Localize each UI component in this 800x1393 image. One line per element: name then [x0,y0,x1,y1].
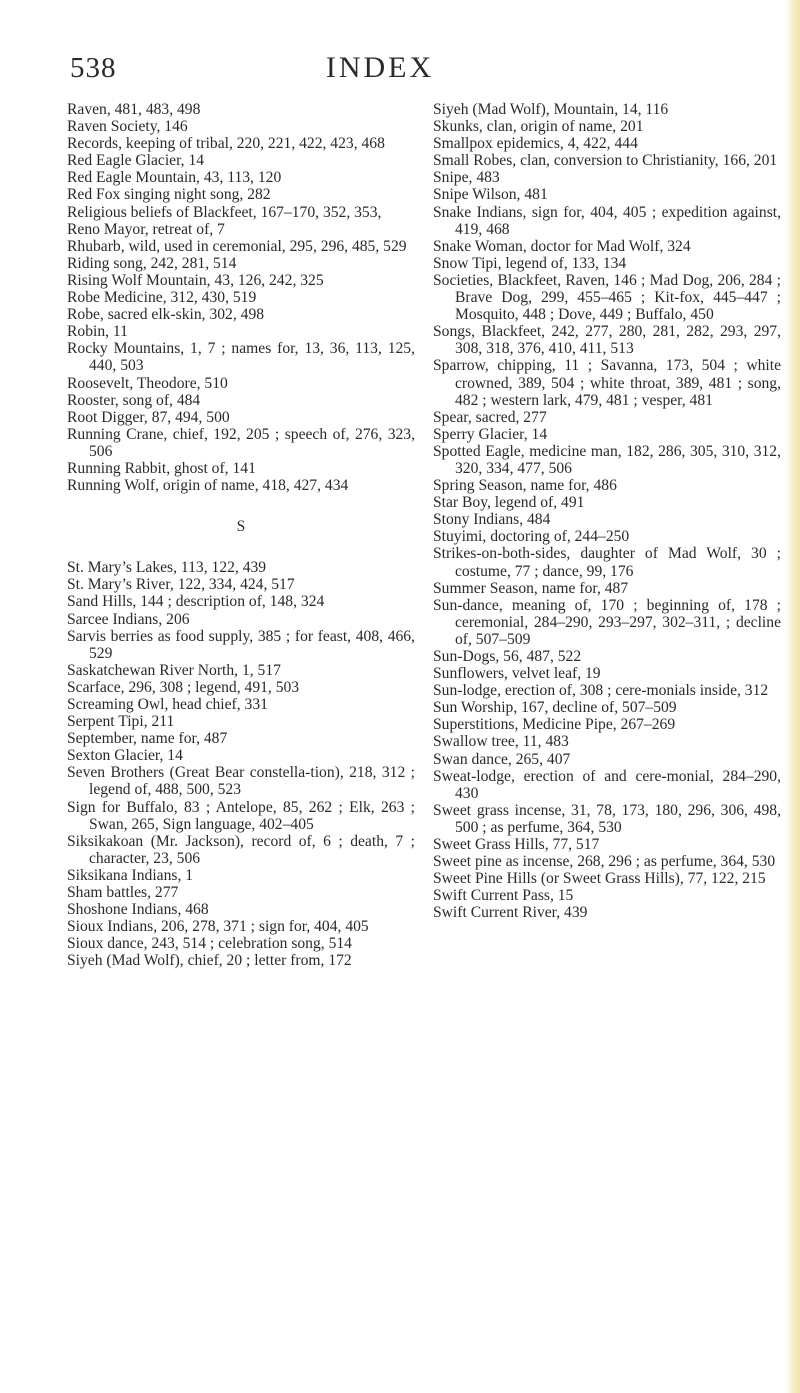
index-entry: Root Digger, 87, 494, 500 [67,408,230,426]
index-entry: Spotted Eagle, medicine man, 182, 286, 305, 310, 312, 320, 334, 477, 506 [433,442,781,477]
entries-r [67,101,415,494]
index-entry: Robe, sacred elk-skin, 302, 498 [67,306,265,324]
index-entry: Swift Current Pass, 15 [433,887,574,905]
index-column-left [67,101,415,970]
index-entry: Snipe, 483 [433,169,500,187]
index-entry: Smallpox epidemics, 4, 422, 444 [433,135,638,153]
index-entry: Robe Medicine, 312, 430, 519 [67,289,257,307]
index-entry: Summer Season, name for, 487 [433,579,629,597]
index-entry: Shoshone Indians, 468 [67,901,209,919]
index-entry: Screaming Owl, head chief, 331 [67,696,268,713]
page-edge-shading [786,0,800,1393]
index-entry: Rising Wolf Mountain, 43, 126, 242, 325 [67,271,324,289]
index-entry: Red Eagle Mountain, 43, 113, 120 [67,169,282,187]
index-entry: Sun-Dogs, 56, 487, 522 [433,648,582,665]
index-entry: Siksikakoan (Mr. Jackson), record of, 6 ; death, 7 ; character, 23, 506 [67,832,415,867]
index-entry: Scarface, 296, 308 ; legend, 491, 503 [67,678,300,696]
index-entry: Skunks, clan, origin of name, 201 [433,118,644,136]
index-entry: Rooster, song of, 484 [67,391,201,409]
index-entry: Songs, Blackfeet, 242, 277, 280, 281, 282, 293, 297, 308, 318, 376, 410, 411, 513 [433,323,781,358]
index-entry: Running Crane, chief, 192, 205 ; speech of, 276, 323, 506 [67,425,415,460]
index-entry: Siyeh (Mad Wolf), Mountain, 14, 116 [433,101,669,118]
index-entry: Sarcee Indians, 206 [67,610,190,628]
entries-s [67,559,415,969]
index-entry: Sweet grass incense, 31, 78, 173, 180, 296, 306, 498, 500 ; as perfume, 364, 530 [433,801,781,836]
index-entry: Riding song, 242, 281, 514 [67,254,237,272]
index-entry: Sweat-lodge, erection of and cere-monial, 284–290, 430 [433,767,781,802]
index-entry: Sarvis berries as food supply, 385 ; for feast, 408, 466, 529 [67,627,415,662]
index-entry: Strikes-on-both-sides, daughter of Mad Wolf, 30 ; costume, 77 ; dance, 99, 176 [433,545,781,580]
index-entry: Small Robes, clan, conversion to Christianity, 166, 201 [433,152,778,170]
index-entry: Sham battles, 277 [67,884,179,902]
index-entry: St. Mary’s River, 122, 334, 424, 517 [67,576,295,594]
index-entry: Records, keeping of tribal, 220, 221, 422, 423, 468 [67,135,385,153]
index-entry: Sweet pine as incense, 268, 296 ; as perfume, 364, 530 [433,853,776,871]
index-entry: Running Wolf, origin of name, 418, 427, 434 [67,477,349,495]
index-entry: Stony Indians, 484 [433,511,551,529]
entries-s-continued [433,101,781,922]
index-entry: Societies, Blackfeet, Raven, 146 ; Mad Dog, 206, 284 ; Brave Dog, 299, 455–465 ; Kit-fox, 445–447 ; Mosquito, 448 ; Dove, 449 ; Buffalo, 450 [433,271,781,324]
index-entry: Spring Season, name for, 486 [433,477,617,495]
index-entry: Snow Tipi, legend of, 133, 134 [433,254,627,272]
index-entry: Superstitions, Medicine Pipe, 267–269 [433,716,676,734]
index-entry: Running Rabbit, ghost of, 141 [67,459,256,477]
index-entry: Raven, 481, 483, 498 [67,101,201,118]
index-entry: St. Mary’s Lakes, 113, 122, 439 [67,559,267,577]
index-entry: Snake Woman, doctor for Mad Wolf, 324 [433,237,691,255]
index-entry: Sweet Pine Hills (or Sweet Grass Hills), 77, 122, 215 [433,870,766,888]
index-entry: Star Boy, legend of, 491 [433,494,585,512]
index-entry: Siksikana Indians, 1 [67,866,194,884]
index-entry: Sign for Buffalo, 83 ; Antelope, 85, 262 ; Elk, 263 ; Swan, 265, Sign language, 402–405 [67,798,415,833]
index-entry: Snake Indians, sign for, 404, 405 ; expedition against, 419, 468 [433,203,781,238]
index-entry: September, name for, 487 [67,730,228,748]
index-entry: Sperry Glacier, 14 [433,425,548,443]
index-entry: Siyeh (Mad Wolf), chief, 20 ; letter from, 172 [67,952,352,970]
index-entry: Rhubarb, wild, used in ceremonial, 295, 296, 485, 529 [67,237,407,255]
page-title: INDEX [325,51,435,84]
index-entry: Stuyimi, doctoring of, 244–250 [433,528,630,546]
index-entry: Religious beliefs of Blackfeet, 167–170, 352, 353, [67,203,382,221]
index-entry: Sparrow, chipping, 11 ; Savanna, 173, 504 ; white crowned, 389, 504 ; white throat, 389, 481 ; song, 482 ; western lark, 479, 481 ; vesper, 481 [433,357,781,409]
index-entry: Sun-lodge, erection of, 308 ; cere-monials inside, 312 [433,682,769,700]
index-entry: Seven Brothers (Great Bear constella-tion), 218, 312 ; legend of, 488, 500, 523 [67,764,415,799]
page-header [70,50,690,90]
index-entry: Sweet Grass Hills, 77, 517 [433,836,600,854]
page-number: 538 [70,52,117,84]
index-entry: Swallow tree, 11, 483 [433,733,569,751]
index-entry: Sioux dance, 243, 514 ; celebration song, 514 [67,935,352,953]
index-entry: Robin, 11 [67,323,128,341]
index-entry: Sand Hills, 144 ; description of, 148, 324 [67,593,325,611]
index-entry: Snipe Wilson, 481 [433,186,548,204]
index-entry: Sexton Glacier, 14 [67,747,183,765]
index-entry: Sun-dance, meaning of, 170 ; beginning of, 178 ; ceremonial, 284–290, 293–297, 302–311, ; decline of, 507–509 [433,596,781,648]
index-entry: Sioux Indians, 206, 278, 371 ; sign for, 404, 405 [67,918,369,936]
index-entry: Red Eagle Glacier, 14 [67,152,205,170]
index-entry: Spear, sacred, 277 [433,408,547,426]
index-entry: Red Fox singing night song, 282 [67,186,271,204]
index-entry: Rocky Mountains, 1, 7 ; names for, 13, 36, 113, 125, 440, 503 [67,340,415,375]
index-entry: Serpent Tipi, 211 [67,713,175,731]
index-entry: Sun Worship, 167, decline of, 507–509 [433,699,677,717]
index-entry: Sunflowers, velvet leaf, 19 [433,665,601,683]
index-entry: Swift Current River, 439 [433,904,588,922]
index-entry: Saskatchewan River North, 1, 517 [67,661,281,679]
index-column-right [433,101,781,922]
index-entry: Roosevelt, Theodore, 510 [67,374,228,392]
section-letter: S [236,518,246,536]
index-entry: Raven Society, 146 [67,118,188,136]
index-entry: Swan dance, 265, 407 [433,750,571,768]
index-entry: Reno Mayor, retreat of, 7 [67,220,225,238]
